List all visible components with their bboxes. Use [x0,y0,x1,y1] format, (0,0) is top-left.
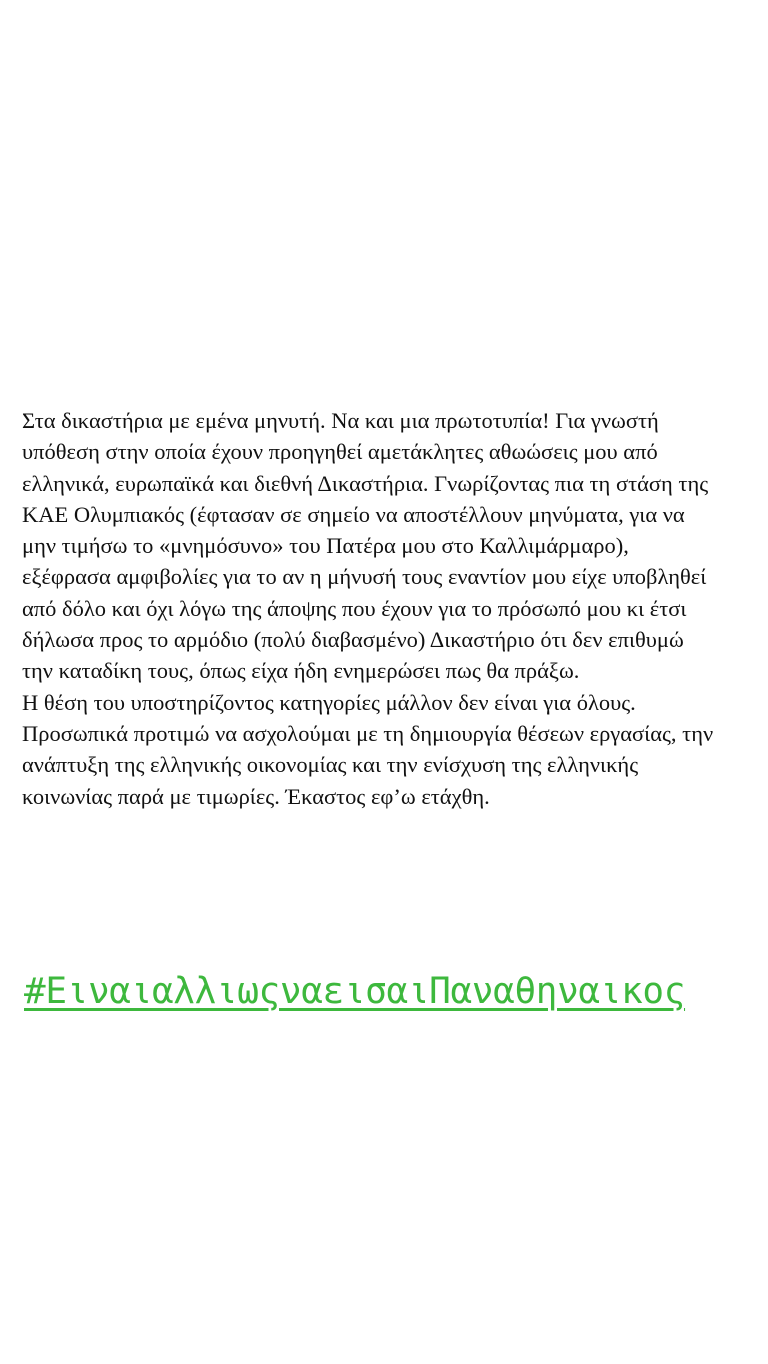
statement-line: κοινωνίας παρά με τιμωρίες. Έκαστος εφ’ω ετάχθη. [22,783,490,809]
statement-line: Στα δικαστήρια με εμένα μηνυτή. Να και μια πρωτοτυπία! Για γνωστή [22,408,659,433]
statement-line: Προσωπικά προτιμώ να ασχολούμαι με τη δημιουργία θέσεων εργασίας, την [22,720,714,746]
statement-line: ελληνικά, ευρωπαϊκά και διεθνή Δικαστήρια. Γνωρίζοντας πια τη στάση της [22,470,709,496]
statement-line: ανάπτυξη της ελληνικής οικονομίας και την ενίσχυση της ελληνικής [22,752,639,778]
statement-line: μην τιμήσω το «μνημόσυνο» του Πατέρα μου στο Καλλιμάρμαρο), [22,533,629,559]
statement-line: εξέφρασα αμφιβολίες για το αν η μήνυσή τους εναντίον μου είχε υποβληθεί [22,564,707,590]
statement-text [22,405,752,812]
hashtag-link[interactable]: #ΕιναιαλλιωςναεισαιΠαναθηναικος [24,971,686,1012]
statement-line: ΚΑΕ Ολυμπιακός (έφτασαν σε σημείο να αποστέλλουν μηνύματα, για να [22,501,685,527]
statement-line: από δόλο και όχι λόγω της άποψης που έχουν για το πρόσωπό μου κι έτσι [22,595,687,621]
statement-line: δήλωσα προς το αρμόδιο (πολύ διαβασμένο) Δικαστήριο ότι δεν επιθυμώ [22,627,684,653]
statement-line: την καταδίκη τους, όπως είχα ήδη ενημερώσει πως θα πράξω. [22,658,580,684]
statement-line: Η θέση του υποστηρίζοντος κατηγορίες μάλλον δεν είναι για όλους. [22,689,636,715]
statement-line: υπόθεση στην οποία έχουν προηγηθεί αμετάκλητες αθωώσεις μου από [22,439,658,465]
